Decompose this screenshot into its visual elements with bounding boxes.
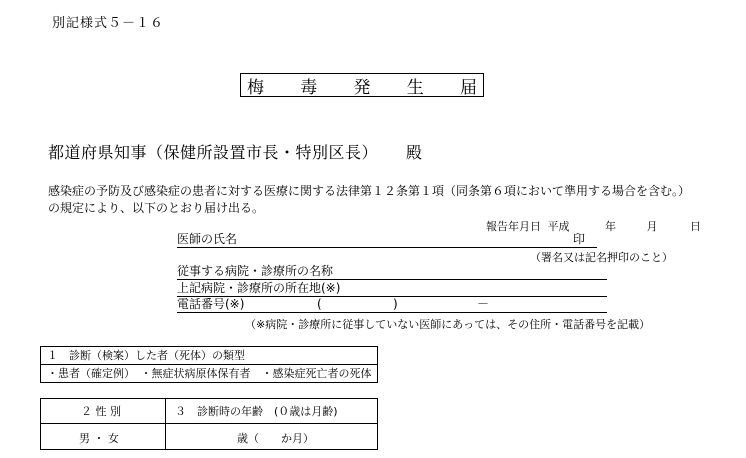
seal-mark: 印	[573, 232, 586, 246]
diagnosis-type-options[interactable]: ・患者（確定例） ・無症状病原体保有者 ・感染症死亡者の死体	[41, 364, 377, 382]
hospital-name-label: 従事する病院・診療所の名称	[177, 264, 334, 278]
report-date-era: 平成	[547, 220, 570, 233]
report-date-month[interactable]: 月	[646, 220, 658, 233]
title-char: 毒	[300, 77, 318, 98]
body-text-line2: の規定により、以下のとおり届け出る。	[48, 201, 265, 215]
phone-paren-close: )	[393, 297, 398, 311]
phone-dash: －	[477, 297, 490, 311]
diagnosis-type-table	[40, 346, 378, 383]
sex-age-table	[40, 398, 378, 450]
doctor-name-label: 医師の氏名	[177, 232, 238, 246]
table-divider	[165, 399, 166, 449]
title-char: 梅	[247, 77, 264, 98]
report-date-line	[486, 218, 701, 234]
title-char: 生	[406, 77, 424, 98]
addressee	[48, 140, 423, 163]
hospital-name-field[interactable]	[177, 265, 607, 280]
form-id: 別記様式５－１６	[52, 16, 165, 31]
age-value[interactable]: 歳（ か月）	[237, 432, 314, 445]
report-date-day[interactable]: 日	[690, 220, 701, 233]
hospital-address-label: 上記病院・診療所の所在地(※)	[177, 281, 341, 295]
hospital-address-field[interactable]	[177, 282, 607, 297]
addressee-text: 都道府県知事（保健所設置市長・特別区長）	[48, 143, 379, 162]
body-text-line1: 感染症の予防及び感染症の患者に対する医療に関する法律第１２条第１項（同条第６項において準用する場合を含む。）	[48, 184, 691, 198]
report-date-label: 報告年月日	[486, 220, 541, 233]
doctor-name-field[interactable]	[177, 233, 597, 248]
table-divider	[41, 423, 377, 424]
phone-paren-open: (	[317, 297, 322, 311]
phone-field[interactable]	[177, 298, 607, 313]
seal-note: （署名又は記名押印のこと）	[530, 251, 673, 264]
age-header: ３ 診断時の年齢 (０歳は月齢)	[175, 405, 338, 418]
diagnosis-type-header: １ 診断（検案）した者（死体）の類型	[47, 349, 245, 362]
addressee-suffix: 殿	[406, 143, 423, 162]
sex-options[interactable]: 男 ・ 女	[79, 432, 119, 445]
form-title	[240, 73, 484, 97]
report-date-year[interactable]: 年	[605, 220, 616, 233]
phone-label: 電話番号(※)	[177, 297, 245, 311]
title-char: 届	[460, 77, 477, 98]
sex-header: ２ 性 別	[81, 405, 121, 418]
doctor-footnote: （※病院・診療所に従事していない医師にあっては、その住所・電話番号を記載）	[245, 318, 651, 331]
title-char: 発	[353, 77, 371, 98]
